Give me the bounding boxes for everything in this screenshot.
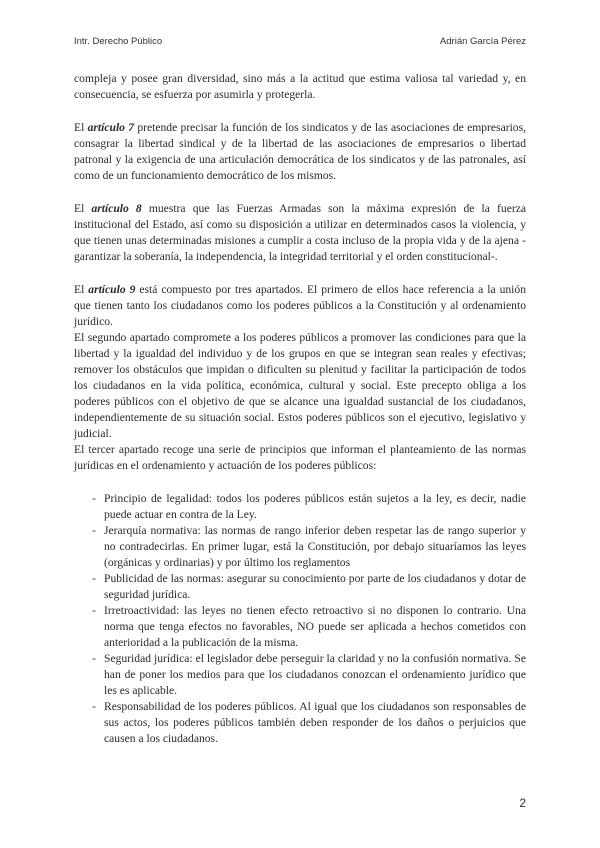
bullet-dash: - xyxy=(92,492,96,505)
principles-list xyxy=(74,491,526,747)
list-item xyxy=(74,699,526,747)
header-course-title: Intr. Derecho Público xyxy=(74,36,163,47)
paragraph-prefix: El xyxy=(74,283,89,296)
article-title: artículo 7 xyxy=(87,121,135,134)
bullet-dash: - xyxy=(92,604,96,617)
bullet-dash: - xyxy=(92,524,96,537)
list-item xyxy=(74,523,526,571)
paragraph-text: muestra que las Fuerzas Armadas son la máxima expresión de la fuerza institucional del Estado, así como su disposición a utilizar en determinados casos la violencia, y que tienen unas determinadas misiones a cumplir a costa incluso de la propia vida y de la ajena -garantizar la soberanía, la independencia, la integridad territorial y el orden constitucional-. xyxy=(74,202,527,263)
list-item xyxy=(74,491,526,523)
paragraph-prefix: El xyxy=(74,202,92,215)
article-title: artículo 8 xyxy=(91,202,142,215)
bullet-dash: - xyxy=(92,572,96,585)
header-author: Adrián García Pérez xyxy=(439,36,526,47)
paragraph-text: pretende precisar la función de los sindicatos y de las asociaciones de empresarios, consagrar la libertad sindical y de la libertad de las asociaciones de empresarios o libertad patronal y la exigencia de una articulación democrática de los sindicatos y de las patronales, así como de un funcionamiento democrático de los mismos. xyxy=(74,121,527,182)
list-item xyxy=(74,603,526,651)
page-number: 2 xyxy=(519,796,526,810)
list-item xyxy=(74,571,526,603)
list-item-text: Responsabilidad de los poderes públicos. Al igual que los ciudadanos son responsables de sus actos, los poderes públicos también deben responder de los daños o perjuicios que causen a los ciudadanos. xyxy=(104,700,526,745)
bullet-dash: - xyxy=(92,652,96,665)
list-item xyxy=(74,651,526,699)
paragraph-articulo-9 xyxy=(74,282,526,330)
list-item-text: Seguridad jurídica: el legislador debe perseguir la claridad y no la confusión normativa. Se han de poner los medios para que los ciudadanos conozcan el ordenamiento jurídico que les es aplicable. xyxy=(104,652,526,697)
paragraph-tercer-apartado: El tercer apartado recoge una serie de principios que informan el planteamiento de las normas jurídicas en el ordenamiento y actuación de los poderes públicos: xyxy=(74,443,526,472)
paragraph-segundo-apartado: El segundo apartado compromete a los poderes públicos a promover las condiciones para que la libertad y la igualdad del individuo y de los grupos en que se integran sean reales y efectivas; remover los obstáculos que impidan o dificulten su plenitud y facilitar la participación de todos los ciudadanos en la vida política, económica, cultural y social. Este precepto obliga a los poderes públicos con el objetivo de que se alcance una igualdad sustancial de los ciudadanos, independientemente de su situación social. Estos poderes públicos son el ejecutivo, legislativo y judicial. xyxy=(74,331,526,440)
page-body xyxy=(74,71,526,747)
paragraph-articulo-8 xyxy=(74,201,526,265)
bullet-dash: - xyxy=(92,700,96,713)
list-item-text: Jerarquía normativa: las normas de rango inferior deben respetar las de rango superior y no contradecirlas. En primer lugar, está la Constitución, por debajo situaríamos las leyes (orgánicas y ordinarias) y por último los reglamentos xyxy=(104,524,526,569)
page-header xyxy=(74,36,526,47)
paragraph-prefix: El xyxy=(74,121,88,134)
paragraph-text: está compuesto por tres apartados. El primero de ellos hace referencia a la unión que tienen tanto los ciudadanos como los poderes públicos a la Constitución y al ordenamiento jurídico. xyxy=(74,283,526,328)
paragraph-continuation: compleja y posee gran diversidad, sino más a la actitud que estima valiosa tal variedad y, en consecuencia, se esfuerza por asumirla y protegerla. xyxy=(74,72,526,101)
paragraph-articulo-7 xyxy=(74,120,526,184)
list-item-text: Irretroactividad: las leyes no tienen efecto retroactivo si no disponen lo contrario. Una norma que tenga efectos no favorables, NO puede ser aplicada a hechos cometidos con anterioridad a la publicación de la misma. xyxy=(104,604,526,649)
list-item-text: Publicidad de las normas: asegurar su conocimiento por parte de los ciudadanos y dotar de seguridad jurídica. xyxy=(104,572,526,601)
article-title: artículo 9 xyxy=(88,283,136,296)
list-item-text: Principio de legalidad: todos los poderes públicos están sujetos a la ley, es decir, nadie puede actuar en contra de la Ley. xyxy=(104,492,526,521)
